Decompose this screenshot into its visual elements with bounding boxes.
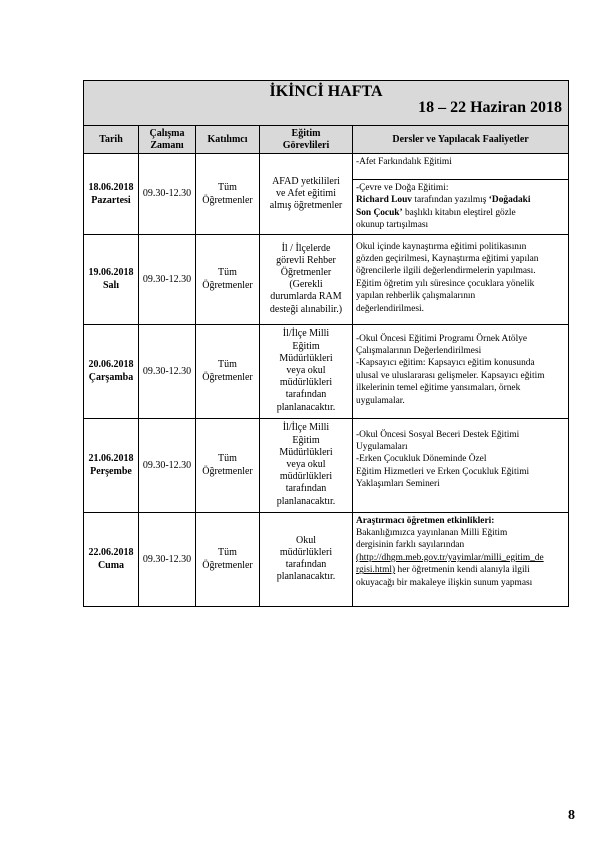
activity-cell: Araştırmacı öğretmen etkinlikleri: Bakanlığımızca yayınlanan Milli Eğitim dergisinin farklı sayılarından (http://dhgm.meb.gov.tr/yayimlar/milli_egitim_de rgisi.html) her öğretmenin kendi alanıyla ilgili okuyacağı bir makaleye ilişkin sunum yapması — [353, 512, 569, 606]
table-row — [84, 234, 569, 324]
table-row — [84, 154, 569, 180]
participant-cell: Tüm Öğretmenler — [196, 512, 260, 606]
activity-cell: -Çevre ve Doğa Eğitimi: Richard Louv tarafından yazılmış ‘Doğadaki Son Çocuk’ başlıklı kitabın eleştirel gözle okunup tartışılması — [353, 180, 569, 235]
activity-cell: -Afet Farkındalık Eğitimi — [353, 154, 569, 180]
week-title: İKİNCİ HAFTA — [269, 83, 383, 100]
date-cell: 19.06.2018 Salı — [84, 234, 139, 324]
table-row — [84, 324, 569, 418]
header-activities: Dersler ve Yapılacak Faaliyetler — [353, 126, 569, 154]
activity-cell: -Okul Öncesi Eğitimi Programı Örnek Atölye Çalışmalarının Değerlendirilmesi -Kapsayıcı eğitim: Kapsayıcı eğitim konusunda ulusal ve uluslararası gelişmeler. Kapsayıcı eğitim ilkelerinin temel eğitime yansımaları, örnek uygulamalar. — [353, 324, 569, 418]
table-row — [84, 418, 569, 512]
participant-cell: Tüm Öğretmenler — [196, 154, 260, 235]
activity-cell: -Okul Öncesi Sosyal Beceri Destek Eğitimi Uygulamaları -Erken Çocukluk Döneminde Özel Eğitim Hizmetleri ve Erken Çocukluk Eğitimi Yaklaşımları Semineri — [353, 418, 569, 512]
date-cell: 18.06.2018 Pazartesi — [84, 154, 139, 235]
duty-cell: İl / İlçelerde görevli Rehber Öğretmenler (Gerekli durumlarda RAM desteği alınabilir.) — [260, 234, 353, 324]
date-cell: 21.06.2018 Perşembe — [84, 418, 139, 512]
participant-cell: Tüm Öğretmenler — [196, 324, 260, 418]
journal-link[interactable]: (http://dhgm.meb.gov.tr/yayimlar/milli_egitim_de — [356, 552, 544, 563]
table-row — [84, 512, 569, 606]
time-cell: 09.30-12.30 — [139, 324, 196, 418]
journal-link-cont[interactable]: rgisi.html) — [356, 565, 396, 576]
duty-cell: AFAD yetkilileri ve Afet eğitimi almış öğretmenler — [260, 154, 353, 235]
page-number: 8 — [568, 808, 575, 823]
date-cell: 20.06.2018 Çarşamba — [84, 324, 139, 418]
activity-cell: Okul içinde kaynaştırma eğitimi politikasının gözden geçirilmesi, Kaynaştırma eğitimi yapılan öğrencilerle ilgili değerlendirmelerin yapılması. Eğitim öğretim yılı süresince çocuklara yönelik yapılan rehberlik çalışmalarının değerlendirilmesi. — [353, 234, 569, 324]
header-date: Tarih — [84, 126, 139, 154]
participant-cell: Tüm Öğretmenler — [196, 234, 260, 324]
participant-cell: Tüm Öğretmenler — [196, 418, 260, 512]
duty-cell: İl/İlçe Milli Eğitim Müdürlükleri veya okul müdürlükleri tarafından planlanacaktır. — [260, 418, 353, 512]
week-banner — [84, 81, 569, 126]
header-time: Çalışma Zamanı — [139, 126, 196, 154]
header-participant: Katılımcı — [196, 126, 260, 154]
table-header-row — [84, 126, 569, 154]
time-cell: 09.30-12.30 — [139, 418, 196, 512]
time-cell: 09.30-12.30 — [139, 154, 196, 235]
duty-cell: Okul müdürlükleri tarafından planlanacaktır. — [260, 512, 353, 606]
header-duty: Eğitim Görevlileri — [260, 126, 353, 154]
week-dates: 18 – 22 Haziran 2018 — [418, 99, 563, 116]
time-cell: 09.30-12.30 — [139, 234, 196, 324]
date-cell: 22.06.2018 Cuma — [84, 512, 139, 606]
time-cell: 09.30-12.30 — [139, 512, 196, 606]
duty-cell: İl/İlçe Milli Eğitim Müdürlükleri veya okul müdürlükleri tarafından planlanacaktır. — [260, 324, 353, 418]
weekly-schedule-table — [83, 80, 569, 607]
